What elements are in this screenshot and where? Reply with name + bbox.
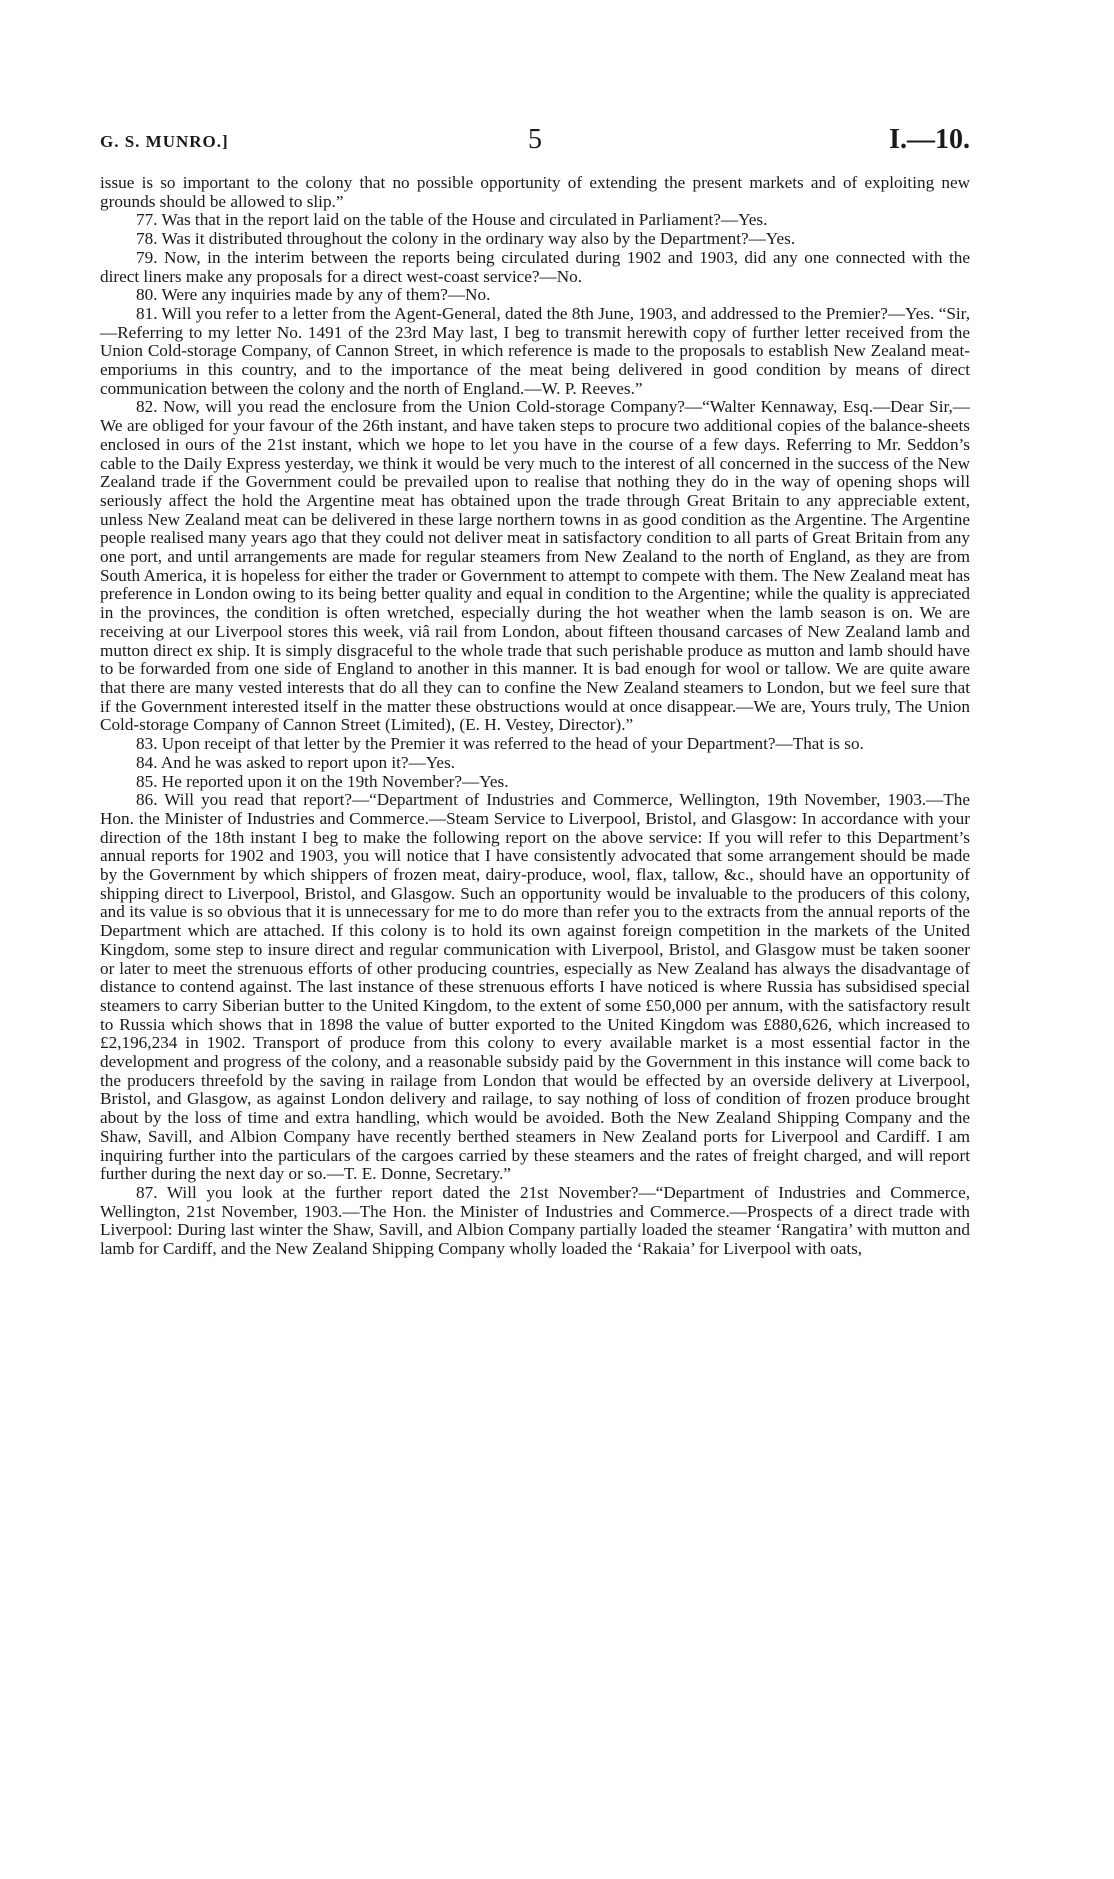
question-85: 85. He reported upon it on the 19th November?—Yes. <box>136 771 509 791</box>
question-79: 79. Now, in the interim between the reports being circulated during 1902 and 1903, did any one connected with the direct liners make any proposals for a direct west-coast service?—No. <box>100 247 970 286</box>
question-86: 86. Will you read that report?—“Department of Industries and Commerce, Wellington, 19th November, 1903.—The Hon. the Minister of Industries and Commerce.—Steam Service to Liverpool, Bristol, and Glasgow: In accordance with your direction of the 18th instant I beg to make the following report on the above service: If you will refer to this Department’s annual reports for 1902 and 1903, you will notice that I have consistently advocated that some arrangement should be made by the Government by which shippers of frozen meat, dairy-produce, wool, flax, tallow, &c., should have an opportunity of shipping direct to Liverpool, Bristol, and Glasgow. Such an opportunity would be invaluable to the producers of this colony, and its value is so obvious that it is unnecessary for me to do more than refer you to the extracts from the annual reports of the Department which are attached. If this colony is to hold its own against foreign competition in the markets of the United Kingdom, some step to insure direct and regular communication with Liverpool, Bristol, and Glasgow must be taken sooner or later to meet the strenuous efforts of other producing countries, especially as New Zealand has always the disadvantage of distance to contend against. The last instance of these strenuous efforts I have noticed is where Russia has subsidised special steamers to carry Siberian butter to the United Kingdom, to the extent of some £50,000 per annum, with the satisfactory result to Russia which shows that in 1898 the value of butter exported to the United Kingdom was £880,626, which increased to £2,196,234 in 1902. Transport of produce from this colony to every available market is a most essential factor in the development and progress of the colony, and a reasonable subsidy paid by the Government in this instance will come back to the producers threefold by the saving in railage from London that would be effected by an overside delivery at Liverpool, Bristol, and Glasgow, as against London delivery and railage, to say nothing of loss of condition of frozen produce brought about by the loss of time and extra handling, which would be avoided. Both the New Zealand Shipping Company and the Shaw, Savill, and Albion Company have recently berthed steamers in New Zealand ports for Liverpool and Cardiff. I am inquiring further into the particulars of the cargoes carried by these steamers and the rates of freight charged, and will report further during the next day or so.—T. E. Donne, Secretary.” <box>100 790 970 1184</box>
question-87: 87. Will you look at the further report dated the 21st November?—“Department of Industries and Commerce, Wellington, 21st November, 1903.—The Hon. the Minister of Industries and Commerce.—Prospects of a direct trade with Liverpool: During last winter the Shaw, Savill, and Albion Company partially loaded the steamer ‘Rangatira’ with mutton and lamb for Cardiff, and the New Zealand Shipping Company wholly loaded the ‘Rakaia’ for Liverpool with oats, <box>100 1182 970 1259</box>
question-84: 84. And he was asked to report upon it?—Yes. <box>136 752 456 772</box>
question-81: 81. Will you refer to a letter from the Agent-General, dated the 8th June, 1903, and addressed to the Premier?—Yes. “Sir,—Referring to my letter No. 1491 of the 23rd May last, I beg to transmit herewith copy of further letter received from the Union Cold-storage Company, of Cannon Street, in which reference is made to the proposals to establish New Zealand meat-emporiums in this country, and to the importance of the meat being delivered in good condition by means of direct communication between the colony and the north of England.—W. P. Reeves.” <box>100 303 970 398</box>
witness-name: G. S. MUNRO.] <box>100 132 229 151</box>
document-page <box>100 124 970 1259</box>
question-78: 78. Was it distributed throughout the colony in the ordinary way also by the Department?—Yes. <box>136 229 796 249</box>
question-82: 82. Now, will you read the enclosure from the Union Cold-storage Company?—“Walter Kennaway, Esq.—Dear Sir,—We are obliged for your favour of the 26th instant, and have taken steps to procure two additional copies of the balance-sheets enclosed in ours of the 21st instant, which we hope to let you have in the course of a few days. Referring to Mr. Seddon’s cable to the Daily Express yesterday, we think it would be very much to the interest of all concerned in the success of the New Zealand trade if the Government could be prevailed upon to realise that nothing they do in the way of opening shops will seriously affect the hold the Argentine meat has obtained upon the trade through Great Britain to any appreciable extent, unless New Zealand meat can be delivered in these large northern towns in as good condition as the Argentine. The Argentine people realised many years ago that they could not deliver meat in satisfactory condition to all parts of Great Britain from any one port, and until arrangements are made for regular steamers from New Zealand to the north of England, as they are from South America, it is hopeless for either the trader or Government to attempt to compete with them. The New Zealand meat has preference in London owing to its being better quality and equal in condition to the Argentine; while the quality is appreciated in the provinces, the condition is often wretched, especially during the hot weather when the lamb season is on. We are receiving at our Liverpool stores this week, viâ rail from London, about fifteen thousand carcases of New Zealand lamb and mutton direct ex ship. It is simply disgraceful to the whole trade that such perishable produce as mutton and lamb should have to be forwarded from one side of England to another in this manner. It is bad enough for wool or tallow. We are quite aware that there are many vested interests that do all they can to confine the New Zealand steamers to London, but we feel sure that if the Government interested itself in the matter these obstructions would at once disappear.—We are, Yours truly, The Union Cold-storage Company of Cannon Street (Limited), (E. H. Vestey, Director).” <box>100 397 970 735</box>
question-77: 77. Was that in the report laid on the table of the House and circulated in Parliament?—Yes. <box>136 210 768 230</box>
paragraph-continuation: issue is so important to the colony that no possible opportunity of extending the present markets and of exploiting new grounds should be allowed to slip.” <box>100 173 970 211</box>
page-header <box>100 124 970 164</box>
document-reference: I.—10. <box>889 124 970 155</box>
document-body <box>100 174 970 1259</box>
question-80: 80. Were any inquiries made by any of them?—No. <box>136 285 491 305</box>
question-83: 83. Upon receipt of that letter by the Premier it was referred to the head of your Department?—That is so. <box>136 734 864 754</box>
page-number: 5 <box>528 124 542 155</box>
